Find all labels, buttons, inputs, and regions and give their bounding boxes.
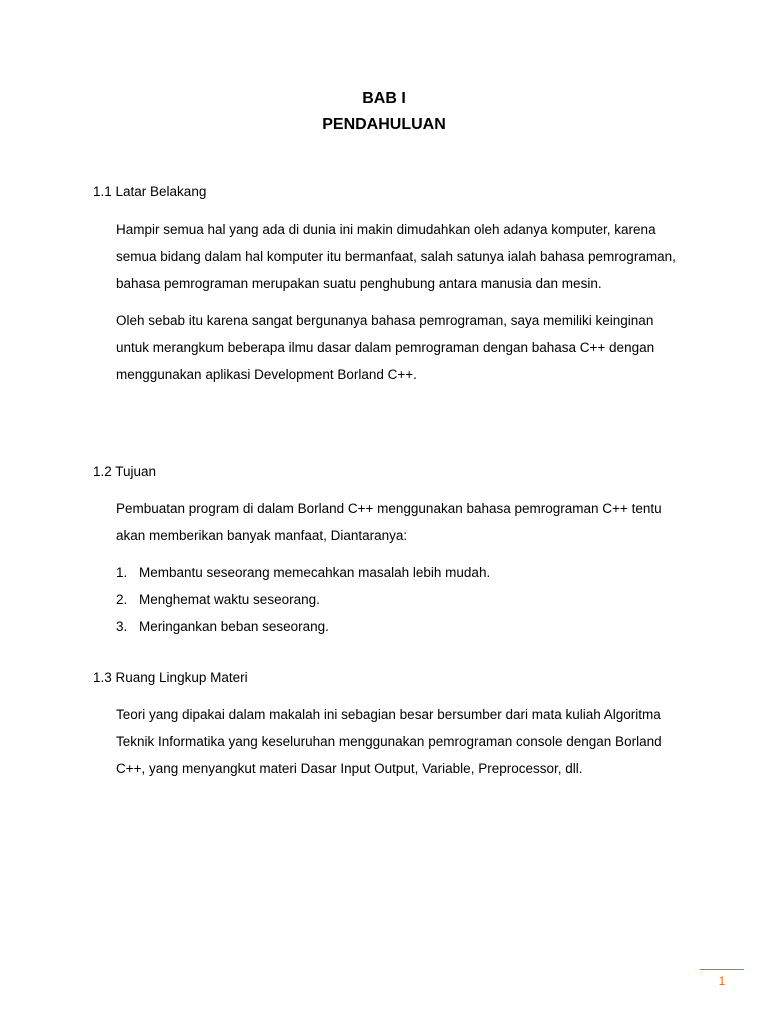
list-item-number: 3. — [116, 619, 128, 634]
list-item-number: 2. — [116, 592, 128, 607]
paragraph: Hampir semua hal yang ada di dunia ini makin dimudahkan oleh adanya komputer, karena semua bidang dalam hal komputer itu bermanfaat, salah satunya ialah bahasa pemrograman, bahasa pemrograman merupakan suatu penghubung antara manusia dan mesin. — [116, 222, 676, 291]
section-body-latar-belakang — [116, 216, 676, 388]
chapter-title: PENDAHULUAN — [322, 116, 446, 133]
list-item — [116, 586, 490, 613]
numbered-list — [116, 559, 490, 640]
paragraph: Teori yang dipakai dalam makalah ini sebagian besar bersumber dari mata kuliah Algoritma Teknik Informatika yang keseluruhan menggunakan pemrograman console dengan Borland C++, yang menyangkut materi Dasar Input Output, Variable, Preprocessor, dll. — [116, 707, 662, 776]
section-heading-tujuan: 1.2 Tujuan — [93, 464, 157, 479]
section-heading-ruang-lingkup: 1.3 Ruang Lingkup Materi — [93, 670, 248, 685]
list-item — [116, 559, 490, 586]
chapter-number: BAB I — [362, 90, 406, 107]
section-body-ruang-lingkup — [116, 701, 676, 782]
paragraph: Oleh sebab itu karena sangat bergunanya bahasa pemrograman, saya memiliki keinginan untuk merangkum beberapa ilmu dasar dalam pemrograman dengan bahasa C++ dengan menggunakan aplikasi Development Borland C++. — [116, 313, 655, 382]
list-item-text: Menghemat waktu seseorang. — [139, 592, 320, 607]
list-item-text: Meringankan beban seseorang. — [139, 619, 329, 634]
footer-rule — [700, 969, 744, 970]
list-item — [116, 613, 490, 640]
section-heading-latar-belakang: 1.1 Latar Belakang — [93, 184, 207, 199]
page-number: 1 — [718, 974, 726, 988]
paragraph: Pembuatan program di dalam Borland C++ menggunakan bahasa pemrograman C++ tentu akan memberikan banyak manfaat, Diantaranya: — [116, 501, 662, 543]
list-item-text: Membantu seseorang memecahkan masalah lebih mudah. — [139, 565, 491, 580]
section-body-tujuan — [116, 495, 676, 549]
list-item-number: 1. — [116, 565, 128, 580]
